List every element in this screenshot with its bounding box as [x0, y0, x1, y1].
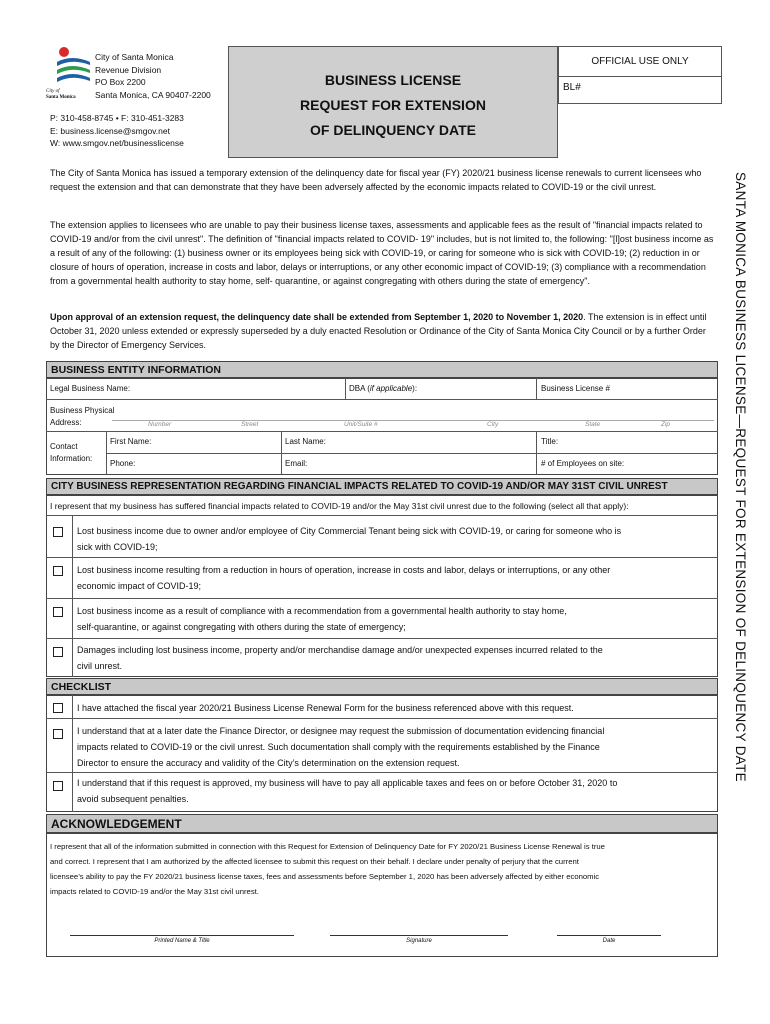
row-divider: [106, 453, 718, 454]
address-street-placeholder: Street: [241, 421, 259, 428]
impact-operations-text: Lost business income resulting from a reduction in hours of operation, increase in costs and labor, delays or interruptions, or any other economic impact of COVID-19;: [77, 565, 611, 591]
contact-information-label: Contact Information:: [50, 442, 93, 463]
first-name-field[interactable]: [160, 433, 278, 451]
date-label: Date: [602, 938, 616, 944]
address-number-placeholder: Number: [148, 421, 172, 428]
intro-paragraph-2: The extension applies to licensees who are unable to pay their business license taxes, assessments and applicable fees as the result of "financial impacts related to COVID-19 and/or from the civil unrest". The definition of "financial impacts related to COVID- 19" includes, but is not limited to, the following: "[l]ost business income as a result of any of the following: (1) business owner or its employees being sick with COVID-19, or caring for someone who is sick with COVID-19; (2) reduction in or closure of hours of operation, increase in costs and labor, delays or interruptions, or any other economic impact of COVID-19; (3) compliance with a recommendation from a governmental health authority to stay home, self- quarantine, or against congregating with others during the state of emergency".: [50, 220, 714, 286]
impact-illness-checkbox[interactable]: [53, 527, 63, 537]
contact-info: P: 310-458-8745 • F: 310-451-3283 E: business.license@smgov.net W: www.smgov.net/businesslicense: [50, 113, 184, 148]
row-divider: [46, 598, 718, 599]
city-logo: [56, 46, 92, 86]
logo-wordmark: City of Santa Monica: [46, 89, 76, 100]
acknowledgement-text: I represent that all of the information submitted in connection with this Request for Extension of Delinquency Date for FY 2020/21 Business License Renewal is true and correct. I represent that I am authorized by the affected licensee to submit this request on their behalf. I declare under penalty of perjury that the current licensee’s ability to pay the FY 2020/21 business license taxes, fees and assessments before September 1, 2020 has been adversely affected by either economic impacts related to COVID-19 and/or the May 31st civil unrest.: [50, 842, 605, 896]
phone-label: Phone:: [110, 459, 136, 468]
signature-label: Signature: [406, 938, 432, 944]
address-zip-placeholder: Zip: [661, 421, 671, 428]
last-name-field[interactable]: [335, 433, 533, 451]
row-divider: [46, 557, 718, 558]
address-city-placeholder: City: [487, 421, 499, 428]
divider: [72, 515, 73, 677]
organization-address: City of Santa Monica Revenue Division PO Box 2200 Santa Monica, CA 90407-2200: [95, 52, 211, 100]
legal-name-label: Legal Business Name:: [50, 384, 131, 393]
email-label: Email:: [285, 459, 308, 468]
divider: [345, 378, 346, 399]
license-number-field[interactable]: [620, 380, 716, 397]
impact-illness-text: Lost business income due to owner and/or employee of City Commercial Tenant being sick with COVID-19, or caring for someone who is sick with COVID-19;: [77, 526, 622, 552]
renewal-form-checkbox[interactable]: [53, 703, 63, 713]
printed-name-field[interactable]: [70, 935, 294, 936]
address-field[interactable]: [112, 420, 714, 421]
side-title: SANTA MONICA BUSINESS LICENSE—REQUEST FOR EXTENSION OF DELINQUENCY DATE: [733, 172, 748, 782]
impact-civil-unrest-text: Damages including lost business income, property and/or merchandise damage and/or unexpected expenses incurred related to the civil unrest.: [77, 645, 603, 671]
employees-label: # of Employees on site:: [541, 459, 625, 468]
representation-heading: CITY BUSINESS REPRESENTATION REGARDING FINANCIAL IMPACTS RELATED TO COVID-19 AND/OR MAY 31ST CIVIL UNREST: [46, 478, 718, 495]
entity-heading: BUSINESS ENTITY INFORMATION: [46, 361, 718, 378]
legal-name-field[interactable]: [100, 380, 340, 397]
form-title: BUSINESS LICENSE REQUEST FOR EXTENSION OF DELINQUENCY DATE: [300, 72, 486, 138]
row-divider: [46, 772, 718, 773]
official-use-label: OFFICIAL USE ONLY: [591, 56, 689, 67]
documentation-text: I understand that at a later date the Finance Director, or designee may request the submission of documentation evidencing financial impacts related to COVID-19 or the civil unrest. Such documentation shall comply with the requirements established by the Finance Director to ensure the accuracy and validity of the City’s determination on the extension request.: [77, 726, 605, 768]
extension-statement: Upon approval of an extension request, the delinquency date shall be extended from September 1, 2020 to November 1, 2020: [50, 312, 584, 322]
row-divider: [46, 431, 718, 432]
intro-paragraph-3: [50, 310, 714, 352]
divider: [536, 378, 537, 399]
printed-name-label: Printed Name & Title: [154, 938, 210, 944]
bl-number-label: BL#: [563, 82, 581, 93]
divider: [72, 695, 73, 812]
penalties-text: I understand that if this request is approved, my business will have to pay all applicable taxes and fees on or before October 31, 2020 to avoid subsequent penalties.: [77, 778, 618, 804]
address-state-placeholder: State: [585, 421, 601, 428]
last-name-label: Last Name:: [285, 437, 326, 446]
row-divider: [46, 718, 718, 719]
title-field[interactable]: [570, 433, 716, 451]
impact-operations-checkbox[interactable]: [53, 566, 63, 576]
dba-label: DBA (if applicable):: [349, 384, 418, 393]
phone-field[interactable]: [145, 455, 278, 473]
row-divider: [46, 638, 718, 639]
email-field[interactable]: [315, 455, 533, 473]
address-label: Business Physical Address:: [50, 406, 115, 427]
renewal-form-text: I have attached the fiscal year 2020/21 Business License Renewal Form for the business referenced above with this request.: [77, 703, 574, 713]
date-field[interactable]: [557, 935, 661, 936]
signature-field[interactable]: [330, 935, 508, 936]
intro-paragraph-1: The City of Santa Monica has issued a temporary extension of the delinquency date for fiscal year (FY) 2020/21 business license renewals to current licensees who request the extension and that can demonstrate that they have been adversely affected by the economic impacts related to COVID-19 or the civil unrest.: [50, 168, 702, 192]
penalties-checkbox[interactable]: [53, 781, 63, 791]
row-divider: [46, 399, 718, 400]
dba-field[interactable]: [435, 380, 533, 397]
acknowledgement-heading: ACKNOWLEDGEMENT: [46, 814, 718, 833]
impact-health-order-text: Lost business income as a result of compliance with a recommendation from a governmental health authority to stay home, self-quarantine, or against congregating with others during the state of emergency;: [77, 606, 567, 632]
address-unit-placeholder: Unit/Suite #: [344, 421, 378, 428]
title-label: Title:: [541, 437, 559, 446]
documentation-checkbox[interactable]: [53, 729, 63, 739]
employees-field[interactable]: [640, 455, 716, 473]
representation-intro: I represent that my business has suffered financial impacts related to COVID-19 and/or the May 31st civil unrest due to the following (select all that apply):: [50, 501, 629, 511]
row-divider: [46, 515, 718, 516]
impact-health-order-checkbox[interactable]: [53, 607, 63, 617]
license-number-label: Business License #: [541, 384, 610, 393]
impact-civil-unrest-checkbox[interactable]: [53, 647, 63, 657]
checklist-heading: CHECKLIST: [46, 678, 718, 695]
first-name-label: First Name:: [110, 437, 152, 446]
extension-details: . The extension is in effect until October 31, 2020 unless extended or expressly superseded by a duly enacted Resolution or Ordinance of the City of Santa Monica City Council or by a further Order by the Director of Emergency Services.: [50, 312, 707, 350]
bl-number-field[interactable]: [558, 76, 722, 104]
